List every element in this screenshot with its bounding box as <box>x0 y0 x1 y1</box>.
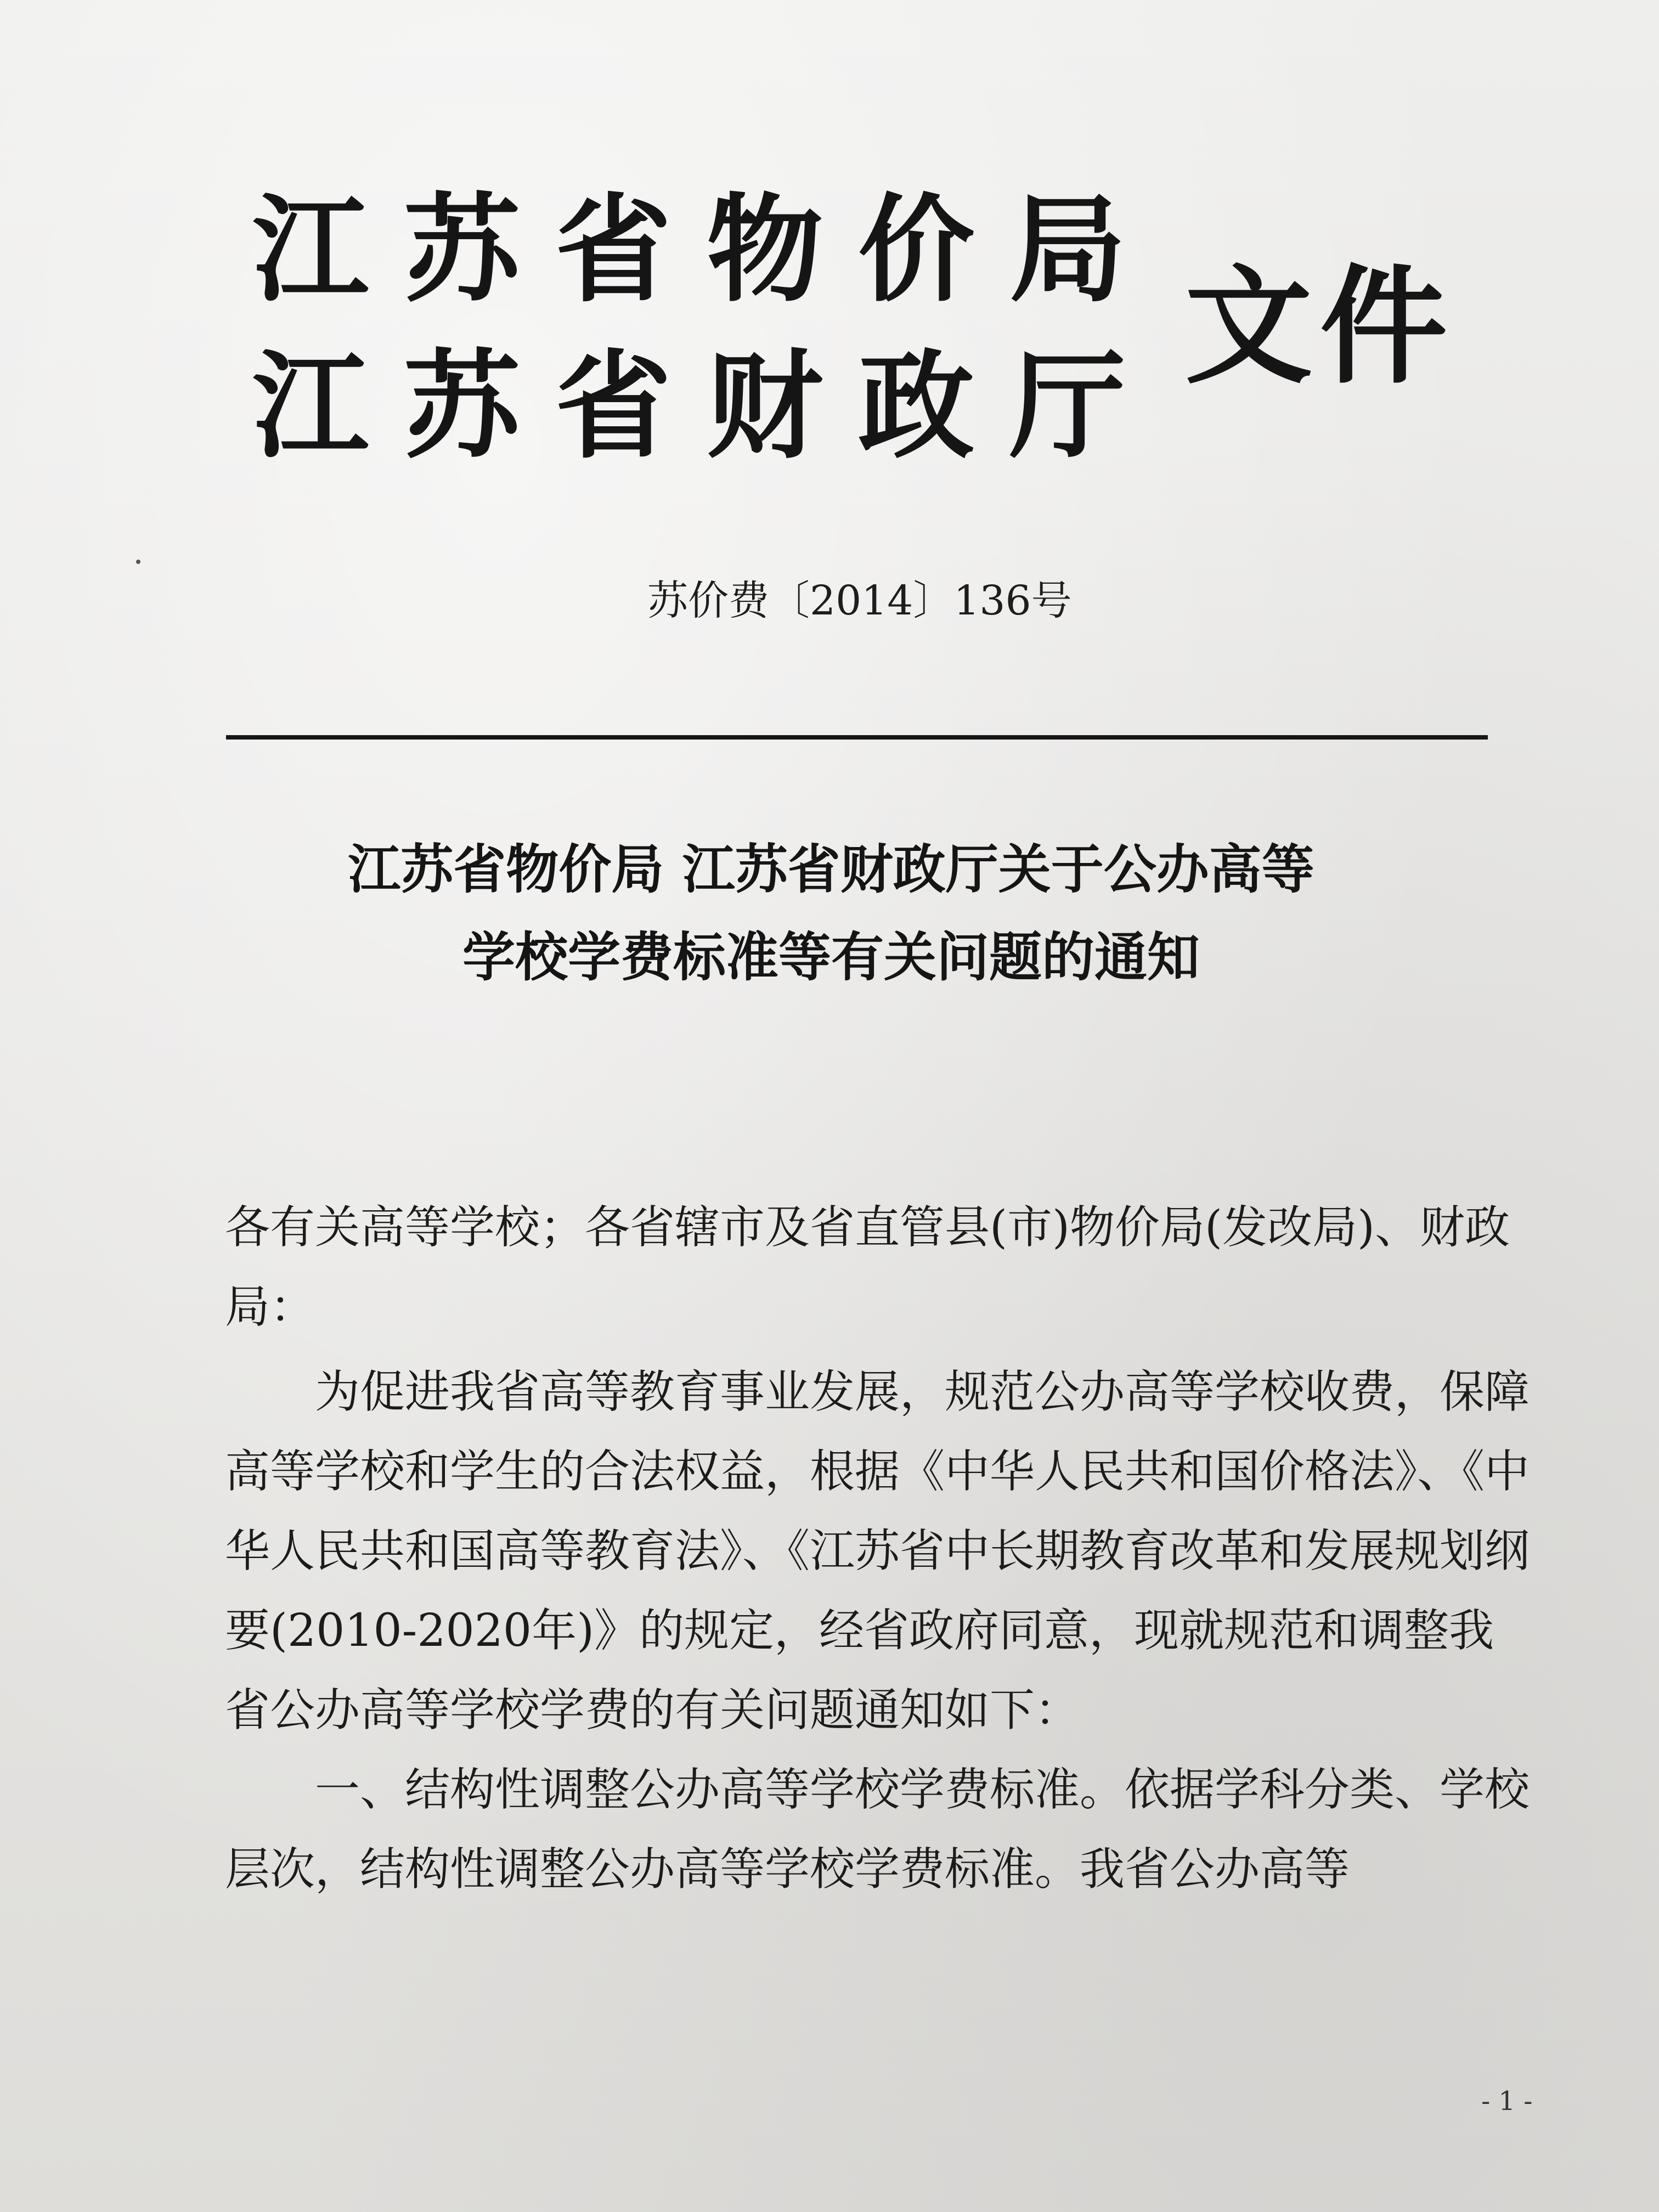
addressee: 各有关高等学校；各省辖市及省直管县(市)物价局(发改局)、财政局： <box>225 1201 1510 1333</box>
body-paragraph-2: 一、结构性调整公办高等学校学费标准。依据学科分类、学校层次，结构性调整公办高等学校学费标准。我省公办高等 <box>225 1764 1530 1895</box>
document-type-label: 文件 <box>1185 251 1455 401</box>
notice-title-line-1: 江苏省物价局 江苏省财政厅关于公办高等 <box>348 839 1314 900</box>
notice-title-line-2: 学校学费标准等有关问题的通知 <box>462 927 1200 988</box>
notice-body <box>225 1188 1531 1909</box>
agency-name-line-1: 江苏省物价局 <box>252 181 1161 318</box>
document-number: 苏价费〔2014〕136号 <box>647 577 1072 624</box>
page-number: - 1 - <box>1481 2086 1533 2117</box>
notice-title <box>187 826 1476 1001</box>
document-header <box>252 181 1487 521</box>
header-divider <box>226 735 1488 740</box>
agency-name-line-2: 江苏省财政厅 <box>252 337 1161 474</box>
paper-speck <box>136 560 140 564</box>
body-paragraph-1: 为促进我省高等教育事业发展，规范公办高等学校收费，保障高等学校和学生的合法权益，根据《中华人民共和国价格法》、《中华人民共和国高等教育法》、《江苏省中长期教育改革和发展规划纲要(2010-2020年)》的规定，经省政府同意，现就规范和调整我省公办高等学校学费的有关问题通知如下： <box>225 1366 1530 1736</box>
